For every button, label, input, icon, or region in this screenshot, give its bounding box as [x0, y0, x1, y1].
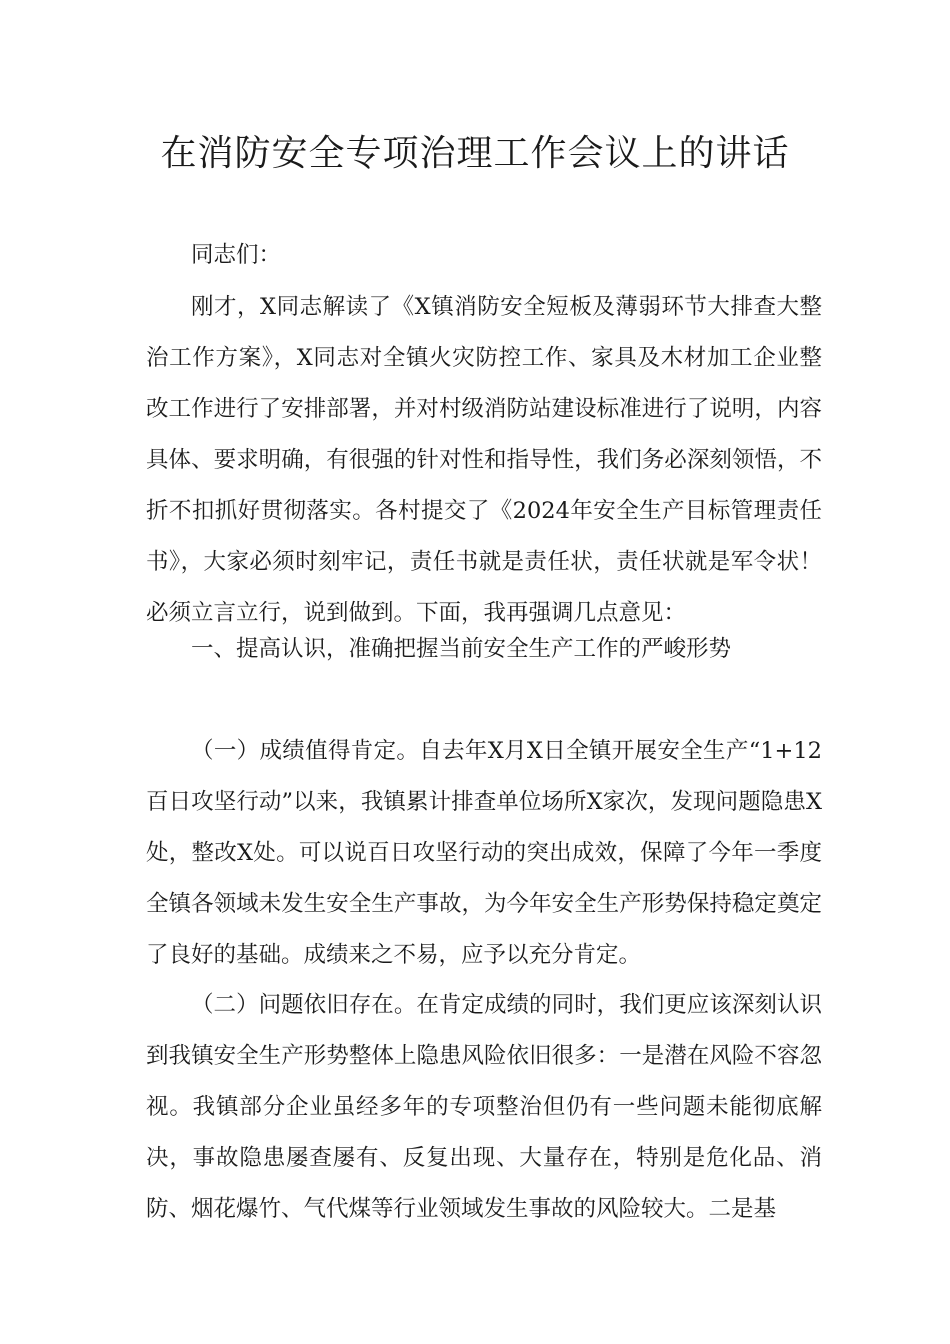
- paragraph-achievements: （一）成绩值得肯定。自去年X月X日全镇开展安全生产“1+12百日攻坚行动”以来，我镇累计排查单位场所X家次，发现问题隐患X处，整改X处。可以说百日攻坚行动的突出成效，保障了今年一季度全镇各领域未发生安全生产事故，为今年安全生产形势保持稳定奠定了良好的基础。成绩来之不易，应予以充分肯定。: [146, 738, 822, 968]
- salutation: 同志们：: [191, 242, 282, 268]
- document-title: 在消防安全专项治理工作会议上的讲话: [160, 133, 790, 174]
- section-heading-1: 一、提高认识，准确把握当前安全生产工作的严峻形势: [191, 636, 732, 662]
- paragraph-opening: 刚才，X同志解读了《X镇消防安全短板及薄弱环节大排查大整治工作方案》，X同志对全镇火灾防控工作、家具及木材加工企业整改工作进行了安排部署，并对村级消防站建设标准进行了说明，内容具体、要求明确，有很强的针对性和指导性，我们务必深刻领悟，不折不扣抓好贯彻落实。各村提交了《2024年安全生产目标管理责任书》，大家必须时刻牢记，责任书就是责任状，责任状就是军令状！必须立言立行，说到做到。下面，我再强调几点意见：: [146, 294, 822, 626]
- paragraph-problems: （二）问题依旧存在。在肯定成绩的同时，我们更应该深刻认识到我镇安全生产形势整体上隐患风险依旧很多：一是潜在风险不容忽视。我镇部分企业虽经多年的专项整治但仍有一些问题未能彻底解决，事故隐患屡查屡有、反复出现、大量存在，特别是危化品、消防、烟花爆竹、气代煤等行业领域发生事故的风险较大。二是基: [146, 992, 822, 1222]
